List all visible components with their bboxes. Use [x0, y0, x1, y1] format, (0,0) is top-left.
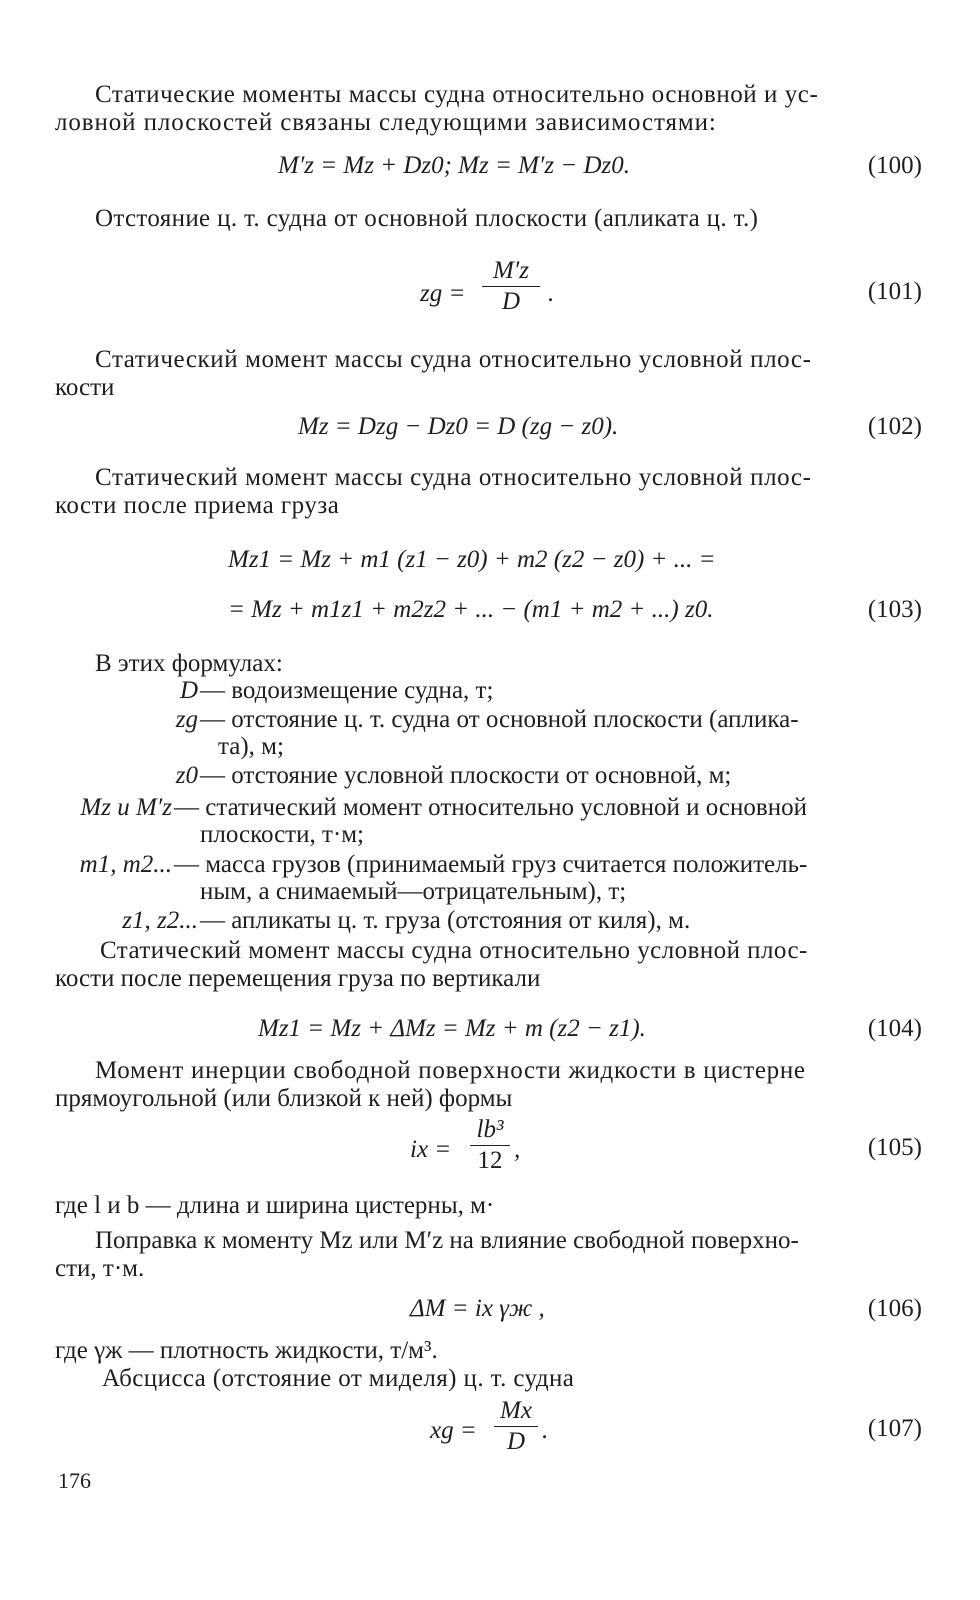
equation-107-fraction — [494, 1398, 538, 1455]
definition-term-z0: z0 — [175, 762, 198, 789]
equation-105-denominator: 12 — [477, 1147, 503, 1174]
paragraph-4-line-1: Статический момент массы судна относительно условной плос- — [95, 464, 812, 491]
paragraph-2: Отстояние ц. т. судна от основной плоскости (апликата ц. т.) — [95, 205, 759, 232]
paragraph-1-line-1: Статические моменты массы судна относительно основной и ус- — [95, 81, 819, 108]
definition-text-mz: — статический момент относительно условной и основной — [174, 794, 807, 821]
equation-number-105: (105) — [867, 1134, 922, 1161]
definition-text-z1: — апликаты ц. т. груза (отстояния от киля), м. — [200, 907, 691, 934]
definition-term-d: D — [179, 677, 198, 704]
equation-101-numerator: M′z — [492, 257, 530, 284]
definition-text-d: — водоизмещение судна, т; — [200, 677, 494, 704]
equation-105-numerator: lb³ — [476, 1116, 504, 1143]
definition-text-z0: — отстояние условной плоскости от основной, м; — [200, 762, 732, 789]
equation-101-lhs: zg = — [420, 280, 466, 307]
equation-107-denominator: D — [506, 1428, 526, 1455]
paragraph-9-line-1: Поправка к моменту Mz или M′z на влияние свободной поверхно- — [95, 1227, 799, 1254]
paragraph-8: где l и b — длина и ширина цистерны, м· — [55, 1192, 495, 1219]
definition-term-z1: z1, z2... — [122, 907, 198, 934]
equation-number-101: (101) — [867, 278, 922, 305]
definition-term-m1: m1, m2... — [79, 851, 172, 878]
equation-102: Mz = Dzg − Dz0 = D (zg − z0). — [298, 413, 619, 440]
equation-105-fraction — [470, 1117, 510, 1174]
definition-text-mz-cont: плоскости, т·м; — [200, 821, 364, 848]
paragraph-9-line-2: сти, т·м. — [55, 1255, 145, 1282]
page-number: 176 — [58, 1468, 91, 1493]
equation-101-period: . — [548, 280, 555, 307]
definition-text-m1-cont: ным, а снимаемый—отрицательным), т; — [200, 878, 627, 905]
equation-103-line-2: = Mz + m1z1 + m2z2 + ... − (m1 + m2 + ...) z0. — [228, 596, 714, 623]
paragraph-7-line-1: Момент инерции свободной поверхности жидкости в цистерне — [95, 1057, 806, 1084]
paragraph-5: В этих формулах: — [95, 650, 283, 677]
equation-107-period: . — [542, 1417, 549, 1444]
definition-term-zg: zg — [175, 706, 198, 733]
fraction-bar — [482, 286, 540, 287]
fraction-bar — [494, 1426, 538, 1427]
paragraph-10: где γж — плотность жидкости, т/м³. — [55, 1337, 438, 1364]
fraction-bar — [470, 1145, 510, 1146]
equation-103-line-1: Mz1 = Mz + m1 (z1 − z0) + m2 (z2 − z0) + ... = — [228, 546, 716, 573]
definition-term-mz: Mz и M′z — [80, 794, 172, 821]
equation-106: ΔM = ix γж , — [410, 1295, 545, 1322]
equation-101-denominator: D — [501, 288, 521, 315]
paragraph-11: Абсцисса (отстояние от миделя) ц. т. судна — [102, 1365, 575, 1392]
equation-101-fraction — [482, 258, 540, 315]
paragraph-3-line-2: кости — [55, 374, 115, 401]
paragraph-7-line-2: прямоугольной (или близкой к ней) формы — [55, 1085, 513, 1112]
equation-number-106: (106) — [867, 1295, 922, 1322]
equation-number-107: (107) — [867, 1415, 922, 1442]
equation-100: M′z = Mz + Dz0; Mz = M′z − Dz0. — [278, 152, 631, 179]
equation-105-comma: , — [514, 1136, 521, 1163]
equation-107-numerator: Mx — [500, 1397, 532, 1424]
equation-number-103: (103) — [867, 596, 922, 623]
equation-105-lhs: ix = — [410, 1136, 452, 1163]
definition-text-m1: — масса грузов (принимаемый груз считается положитель- — [174, 851, 808, 878]
paragraph-6-line-2: кости после перемещения груза по вертикали — [55, 965, 541, 992]
paragraph-3-line-1: Статический момент массы судна относительно условной плос- — [95, 346, 812, 373]
definition-text-zg-cont: та), м; — [218, 733, 284, 760]
equation-number-104: (104) — [867, 1015, 922, 1042]
equation-107-lhs: xg = — [430, 1417, 477, 1444]
paragraph-4-line-2: кости после приема груза — [55, 492, 340, 519]
paragraph-1-line-2: ловной плоскостей связаны следующими зависимостями: — [55, 109, 717, 136]
equation-number-100: (100) — [867, 152, 922, 179]
equation-104: Mz1 = Mz + ΔMz = Mz + m (z2 − z1). — [258, 1015, 646, 1042]
paragraph-6-line-1: Статический момент массы судна относительно условной плос- — [100, 937, 808, 964]
equation-number-102: (102) — [867, 413, 922, 440]
definition-text-zg: — отстояние ц. т. судна от основной плоскости (аплика- — [200, 706, 799, 733]
